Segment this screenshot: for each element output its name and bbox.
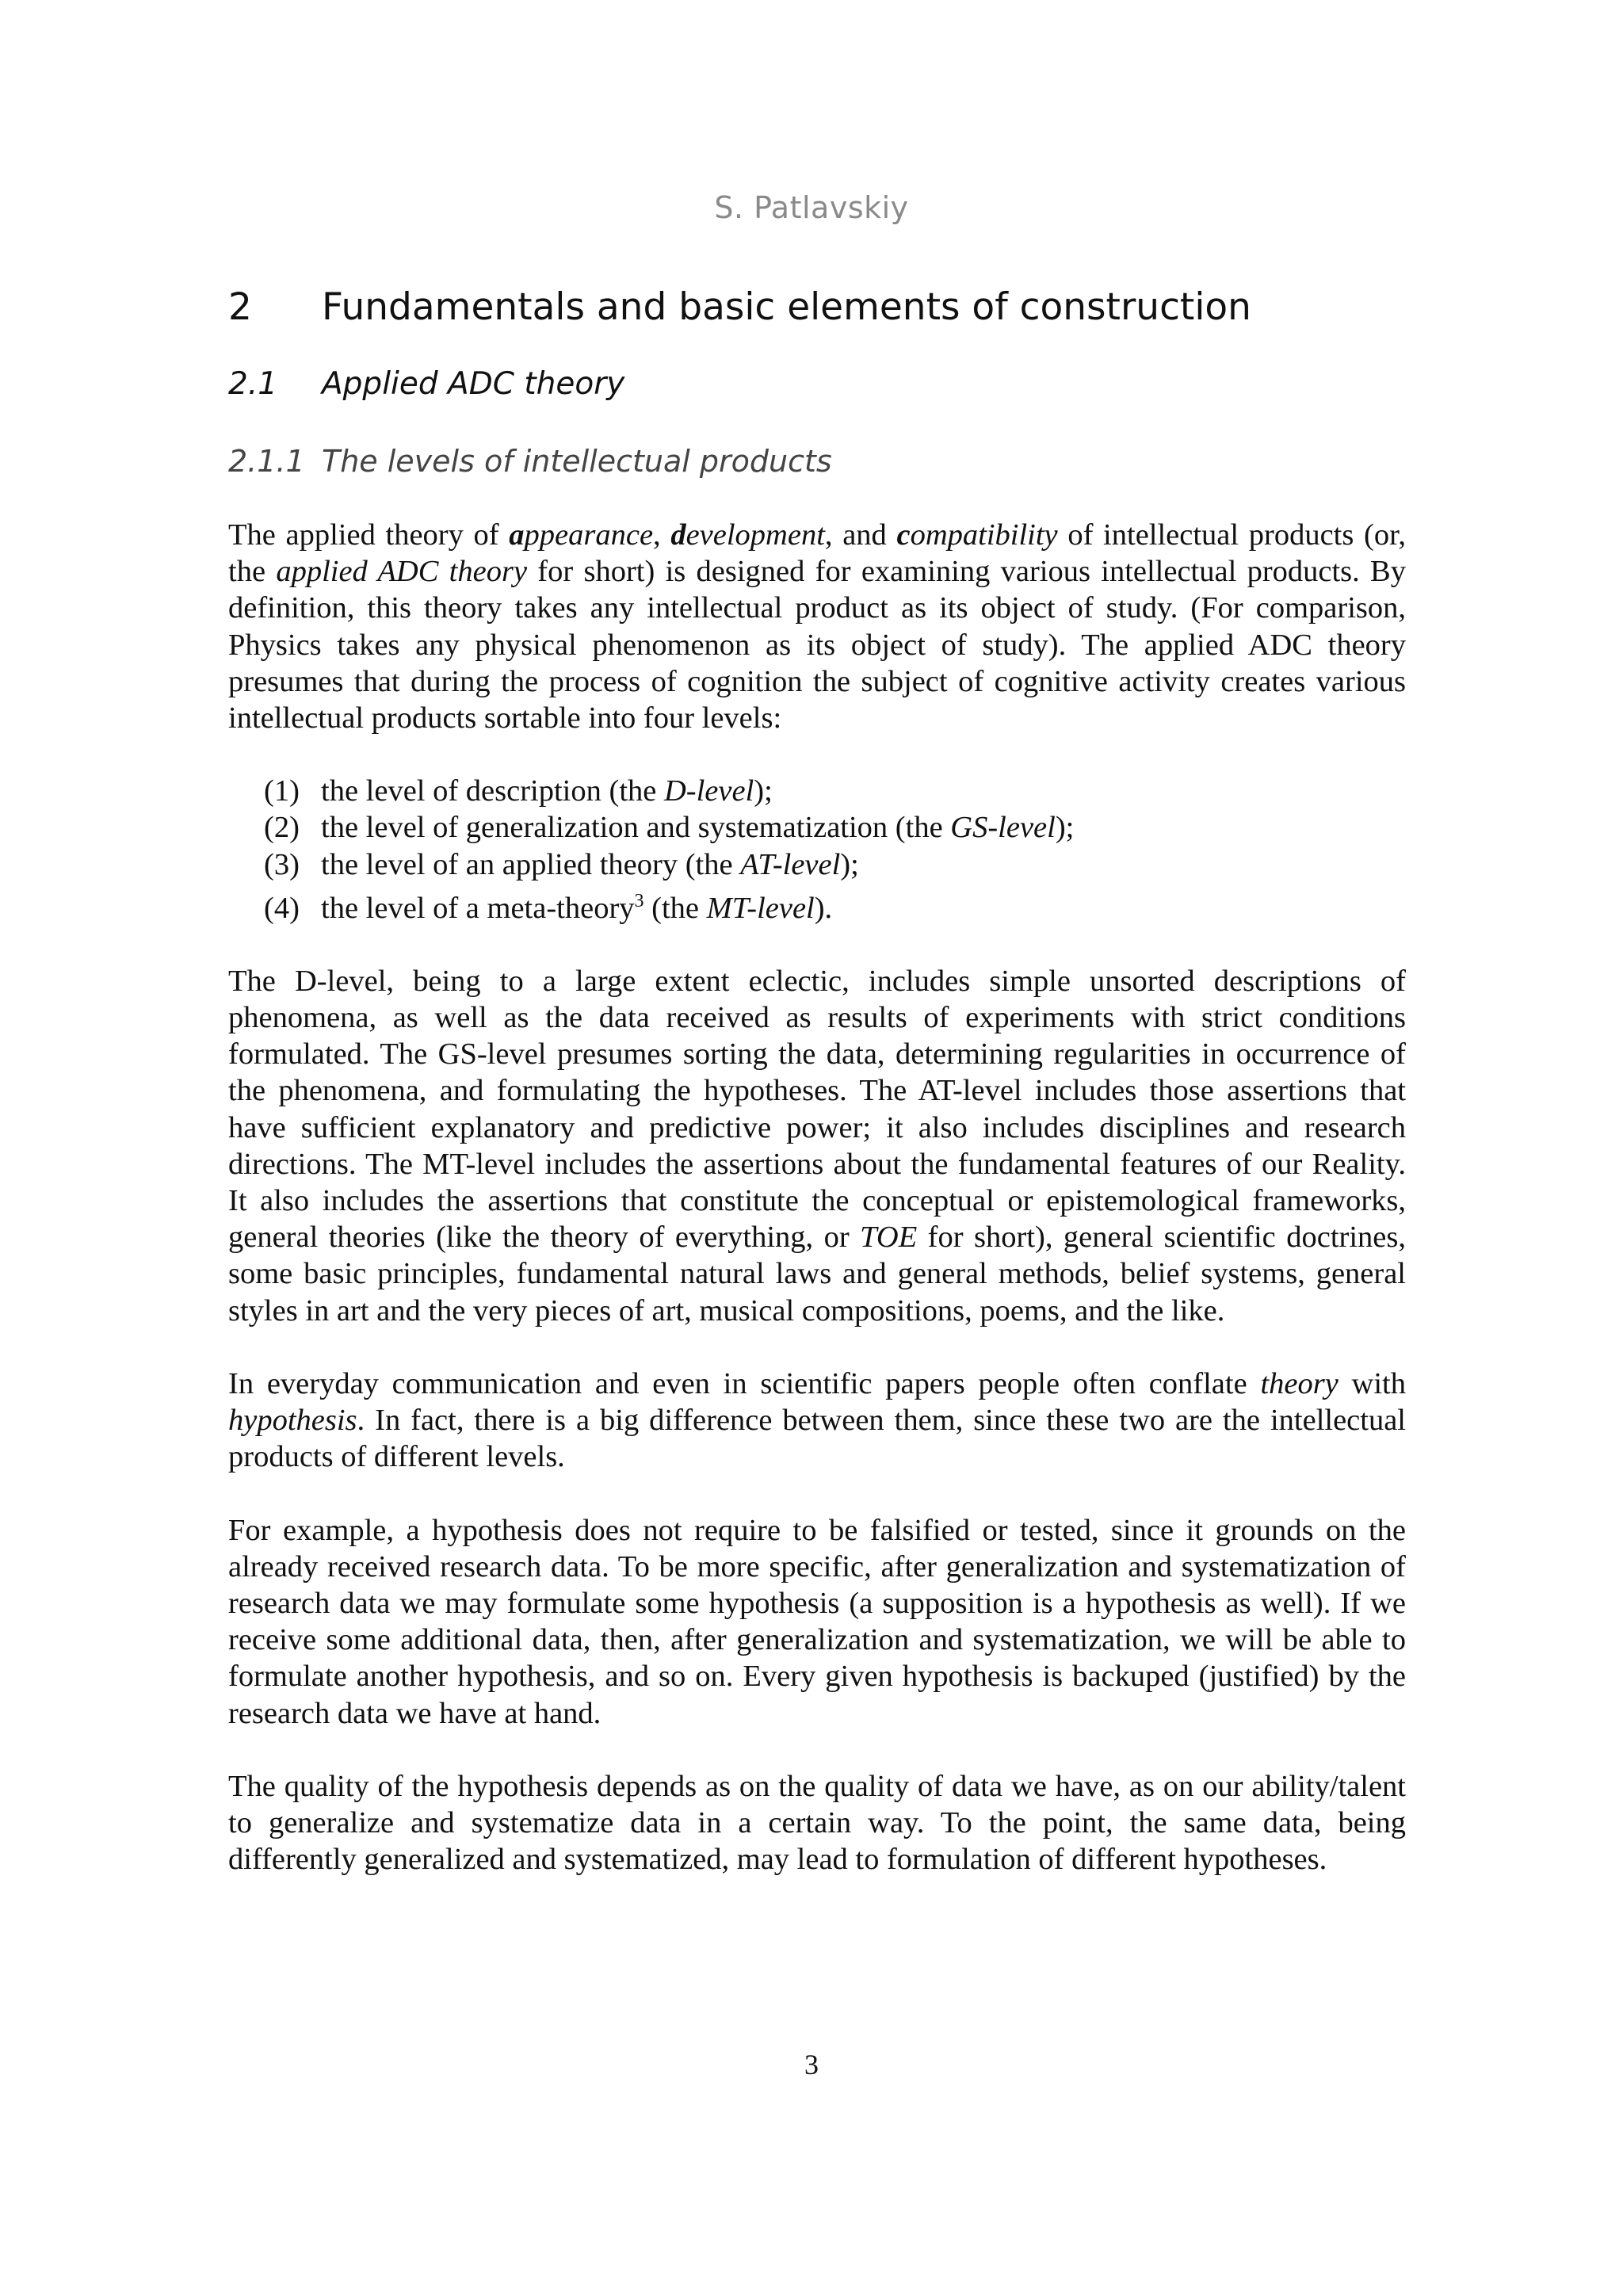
section-number: 2 [228,285,252,329]
page-number: 3 [804,2049,819,2080]
subsubsection-number: 2.1.1 [228,444,305,479]
list-item: (2) the level of generalization and systematization (the GS-level); [264,811,1075,845]
footnote-mark[interactable]: 3 [634,890,644,911]
paragraph-example: For example, a hypothesis does not require to be falsified or tested, since it grounds on the already received research data. To be more specific, after generalization and systematization of research data we may formulate some hypothesis (a supposition is a hypothesis as well). If we receive some additional data, then, after generalization and systematization, we will be able to formulate another hypothesis, and so on. Every given hypothesis is backuped (justified) by the research data we have at hand. [228,1513,1406,1730]
paragraph-quality: The quality of the hypothesis depends as on the quality of data we have, as on our ability/talent to generalize and systematize data in a certain way. To the point, the same data, being differently generalized and systematized, may lead to formulation of different hypotheses. [228,1769,1406,1877]
section-heading [228,285,1251,329]
paragraph-theory-hypothesis: In everyday communication and even in scientific papers people often conflate theory with hypothesis. In fact, there is a big difference between them, since these two are the intellectual products of different levels. [228,1366,1406,1474]
paragraph-levels: The D-level, being to a large extent eclectic, includes simple unsorted descriptions of phenomena, as well as the data received as results of experiments with strict conditions formulated. The GS-level presumes sorting the data, determining regularities in occurrence of the phenomena, and formulating the hypotheses. The AT-level includes those assertions that have sufficient explanatory and predictive power; it also includes disciplines and research directions. The MT-level includes the assertions about the fundamental features of our Reality. It also includes the assertions that constitute the conceptual or epistemological frameworks, general theories (like the theory of everything, or TOE for short), general scientific doctrines, some basic principles, fundamental natural laws and general methods, belief systems, general styles in art and the very pieces of art, musical compositions, poems, and the like. [228,964,1406,1328]
subsubsection-title: The levels of intellectual products [322,444,832,479]
running-head: S. Patlavskiy [714,190,909,225]
subsection-title: Applied ADC theory [322,366,625,402]
list-item: (3) the level of an applied theory (the AT-level); [264,847,859,881]
paragraph-intro: The applied theory of appearance, development, and compatibility of intellectual products (or, the applied ADC theory for short) is designed for examining various intellectual products. By definition, this theory takes any intellectual product as its object of study. (For comparison, Physics takes any physical phenomenon as its object of study). The applied ADC theory presumes that during the process of cognition the subject of cognitive activity creates various intellectual products sortable into four levels: [228,518,1406,735]
levels-list [228,773,1406,926]
subsubsection-heading [228,444,832,479]
subsection-number: 2.1 [228,366,278,402]
list-item: (1) the level of description (the D-level); [264,774,773,808]
list-item: (4) the level of a meta-theory$^3$ (the MT-level). [264,890,833,925]
section-title: Fundamentals and basic elements of construction [322,285,1251,329]
body-text [228,517,1406,1914]
subsection-heading [228,366,624,402]
